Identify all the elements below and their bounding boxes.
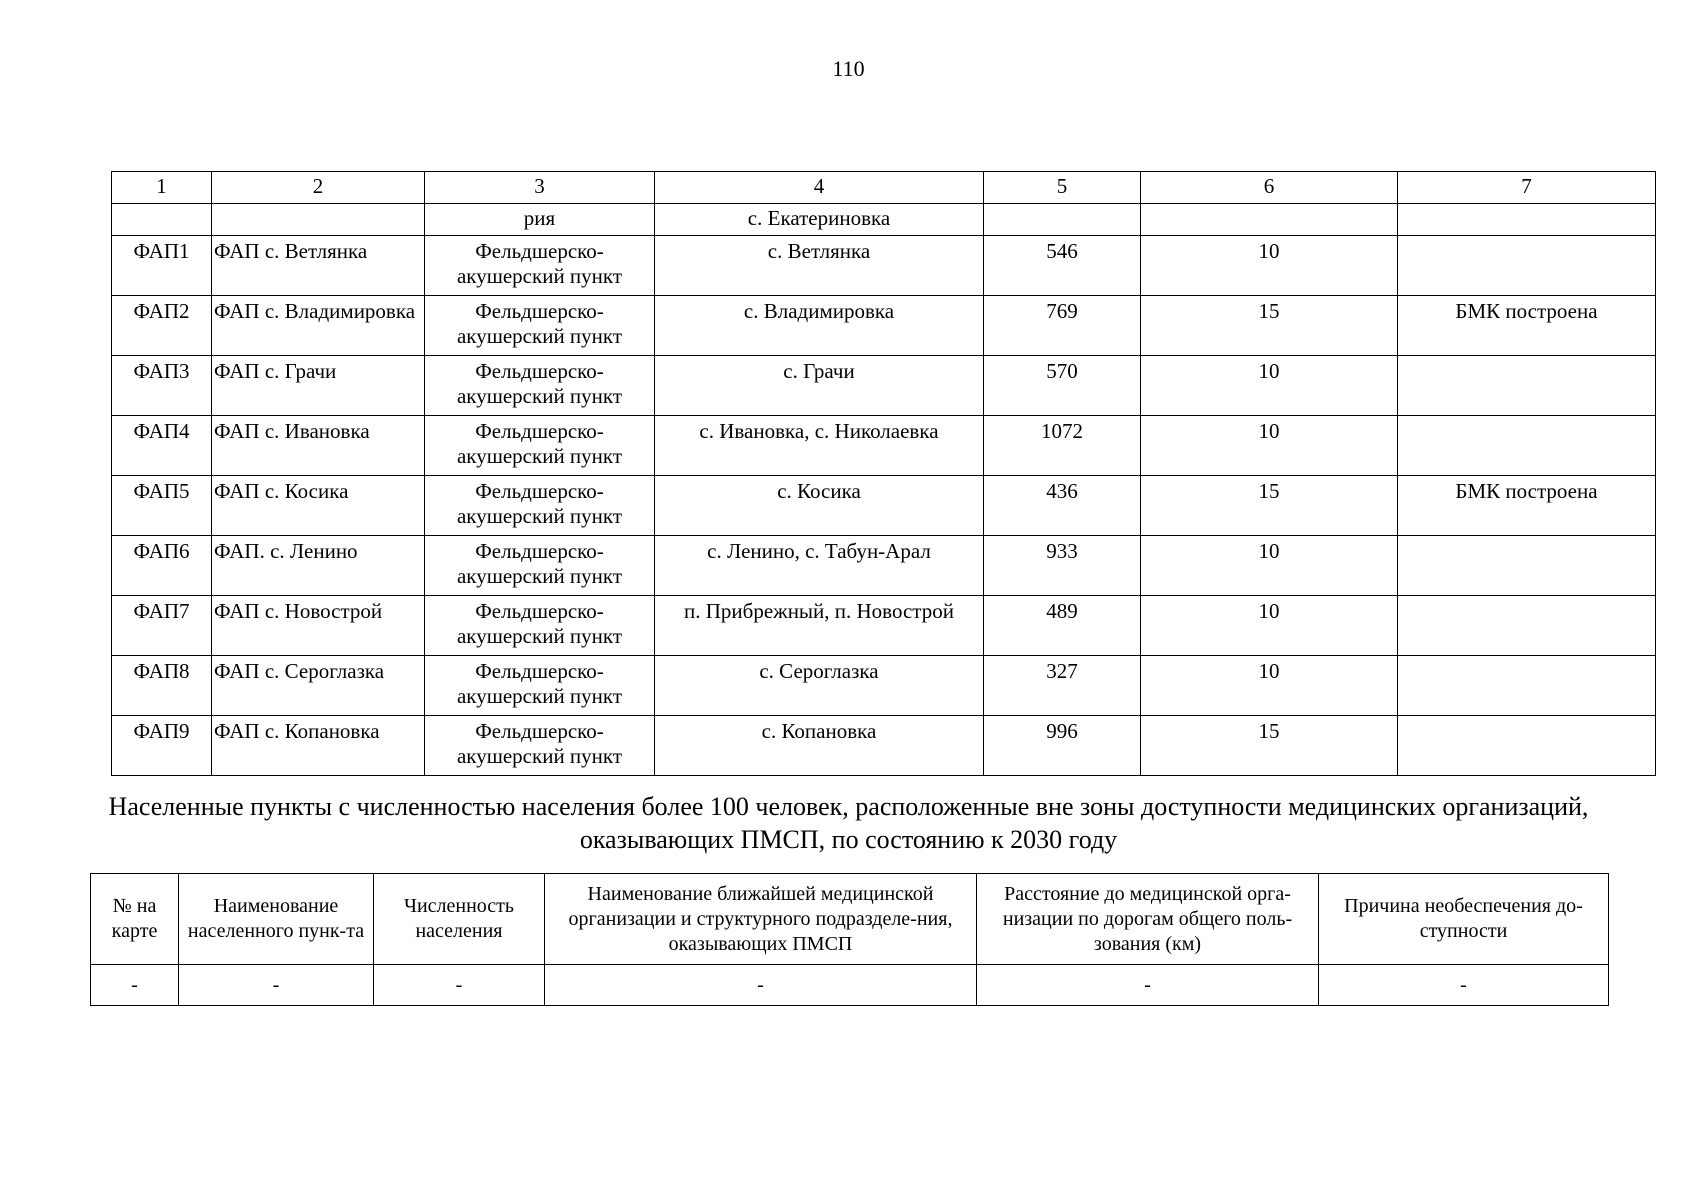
facility-type: Фельдшерско-акушерский пункт: [425, 416, 655, 476]
distance: 15: [1141, 296, 1398, 356]
note: [1398, 236, 1656, 296]
table-cell: -: [374, 965, 545, 1006]
table-cell: [1141, 204, 1398, 236]
distance: 15: [1141, 476, 1398, 536]
table-row: [112, 236, 1656, 296]
served-settlements: п. Прибрежный, п. Новострой: [655, 596, 984, 656]
column-number: 5: [984, 172, 1141, 204]
access-table-body: [91, 965, 1609, 1006]
column-header: Наименование ближайшей медицинской организации и структурного подразделе-ния, оказывающих ПМСП: [545, 874, 977, 965]
facility-type: Фельдшерско-акушерский пункт: [425, 536, 655, 596]
facility-name: ФАП. с. Ленино: [212, 536, 425, 596]
facility-type: Фельдшерско-акушерский пункт: [425, 596, 655, 656]
table-cell: рия: [425, 204, 655, 236]
table-cell: [984, 204, 1141, 236]
table-cell: -: [977, 965, 1319, 1006]
served-settlements: с. Копановка: [655, 716, 984, 776]
table-row: [112, 476, 1656, 536]
note: [1398, 356, 1656, 416]
served-settlements: с. Косика: [655, 476, 984, 536]
served-settlements: с. Ленино, с. Табун-Арал: [655, 536, 984, 596]
population: 436: [984, 476, 1141, 536]
note: БМК построена: [1398, 476, 1656, 536]
table-row: [112, 536, 1656, 596]
column-number-row: [112, 172, 1656, 204]
facility-id: ФАП1: [112, 236, 212, 296]
facility-id: ФАП5: [112, 476, 212, 536]
facility-type: Фельдшерско-акушерский пункт: [425, 656, 655, 716]
column-number: 4: [655, 172, 984, 204]
table-row: [112, 356, 1656, 416]
distance: 10: [1141, 596, 1398, 656]
continuation-row: [112, 204, 1656, 236]
facility-name: ФАП с. Косика: [212, 476, 425, 536]
table-row: [112, 296, 1656, 356]
population: 570: [984, 356, 1141, 416]
population: 546: [984, 236, 1141, 296]
facility-id: ФАП4: [112, 416, 212, 476]
population: 1072: [984, 416, 1141, 476]
table-row: [112, 716, 1656, 776]
distance: 10: [1141, 356, 1398, 416]
facility-type: Фельдшерско-акушерский пункт: [425, 236, 655, 296]
facility-name: ФАП с. Сероглазка: [212, 656, 425, 716]
facility-id: ФАП2: [112, 296, 212, 356]
column-header: Расстояние до медицинской орга-низации по дорогам общего поль-зования (км): [977, 874, 1319, 965]
column-header: Наименование населенного пунк-та: [179, 874, 374, 965]
distance: 10: [1141, 536, 1398, 596]
column-number: 3: [425, 172, 655, 204]
facility-id: ФАП7: [112, 596, 212, 656]
served-settlements: с. Сероглазка: [655, 656, 984, 716]
table-cell: с. Екатериновка: [655, 204, 984, 236]
population: 996: [984, 716, 1141, 776]
section-title: Населенные пункты с численностью населения более 100 человек, расположенные вне зоны доступности медицинских организаций, оказывающих ПМСП, по состоянию к 2030 году: [108, 792, 1589, 854]
access-table: [90, 873, 1609, 1006]
distance: 10: [1141, 416, 1398, 476]
facility-type: Фельдшерско-акушерский пункт: [425, 356, 655, 416]
distance: 15: [1141, 716, 1398, 776]
note: [1398, 596, 1656, 656]
table-row: [112, 416, 1656, 476]
facility-type: Фельдшерско-акушерский пункт: [425, 716, 655, 776]
column-number: 1: [112, 172, 212, 204]
facility-name: ФАП с. Грачи: [212, 356, 425, 416]
population: 933: [984, 536, 1141, 596]
facility-id: ФАП8: [112, 656, 212, 716]
facility-type: Фельдшерско-акушерский пункт: [425, 476, 655, 536]
note: [1398, 716, 1656, 776]
served-settlements: с. Грачи: [655, 356, 984, 416]
note: [1398, 656, 1656, 716]
table-cell: -: [1319, 965, 1609, 1006]
facility-name: ФАП с. Ивановка: [212, 416, 425, 476]
facility-name: ФАП с. Ветлянка: [212, 236, 425, 296]
facility-name: ФАП с. Новострой: [212, 596, 425, 656]
column-header: Численность населения: [374, 874, 545, 965]
served-settlements: с. Владимировка: [655, 296, 984, 356]
access-table-header-row: [91, 874, 1609, 965]
table-cell: [212, 204, 425, 236]
table-cell: [1398, 204, 1656, 236]
column-number: 7: [1398, 172, 1656, 204]
table-cell: -: [179, 965, 374, 1006]
facility-type: Фельдшерско-акушерский пункт: [425, 296, 655, 356]
column-header: Причина необеспечения до-ступности: [1319, 874, 1609, 965]
note: [1398, 536, 1656, 596]
population: 769: [984, 296, 1141, 356]
note: БМК построена: [1398, 296, 1656, 356]
facility-id: ФАП3: [112, 356, 212, 416]
facility-name: ФАП с. Владимировка: [212, 296, 425, 356]
facility-id: ФАП6: [112, 536, 212, 596]
served-settlements: с. Ветлянка: [655, 236, 984, 296]
table-row: [112, 596, 1656, 656]
distance: 10: [1141, 656, 1398, 716]
column-number: 6: [1141, 172, 1398, 204]
facility-name: ФАП с. Копановка: [212, 716, 425, 776]
facility-table-body: [112, 172, 1656, 776]
column-header: № на карте: [91, 874, 179, 965]
population: 327: [984, 656, 1141, 716]
served-settlements: с. Ивановка, с. Николаевка: [655, 416, 984, 476]
table-cell: -: [545, 965, 977, 1006]
table-cell: -: [91, 965, 179, 1006]
page-number: 110: [832, 56, 865, 81]
facility-id: ФАП9: [112, 716, 212, 776]
column-number: 2: [212, 172, 425, 204]
table-row: [91, 965, 1609, 1006]
table-row: [112, 656, 1656, 716]
facility-table: [111, 171, 1656, 776]
note: [1398, 416, 1656, 476]
population: 489: [984, 596, 1141, 656]
distance: 10: [1141, 236, 1398, 296]
table-cell: [112, 204, 212, 236]
